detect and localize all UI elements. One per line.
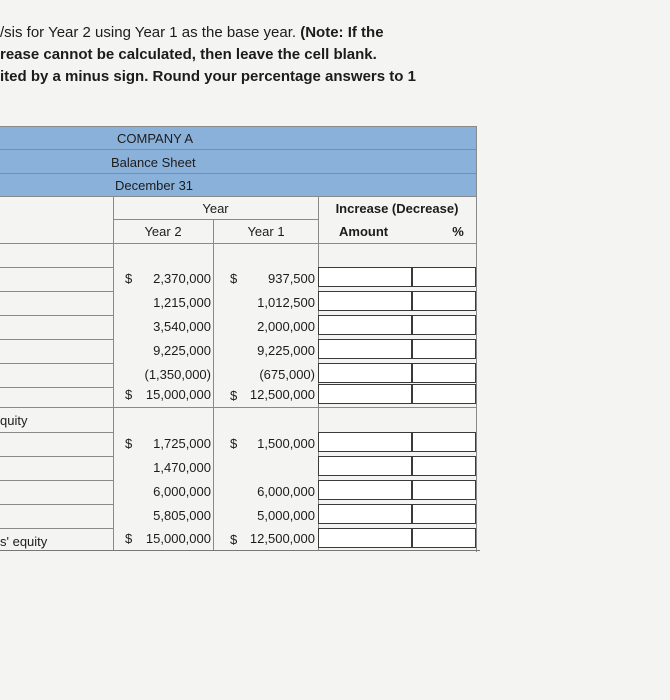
dollar-sign: $ (125, 271, 133, 286)
year2-total: 15,000,000 (145, 531, 211, 546)
year2-value: 5,805,000 (153, 508, 211, 523)
statement-title: Balance Sheet (111, 155, 196, 170)
amount-input[interactable] (318, 528, 412, 548)
amount-header: Amount (339, 224, 389, 239)
amount-input[interactable] (318, 504, 412, 524)
increase-decrease-header: Increase (Decrease) (335, 201, 459, 216)
year1-total: 12,500,000 (249, 387, 315, 402)
year2-value: 1,725,000 (153, 436, 211, 451)
percent-input[interactable] (412, 339, 476, 359)
year2-value: 3,540,000 (153, 319, 211, 334)
percent-input[interactable] (412, 315, 476, 335)
year1-value: (675,000) (259, 367, 315, 382)
percent-input[interactable] (412, 363, 476, 383)
dollar-sign: $ (125, 387, 133, 402)
amount-input[interactable] (318, 480, 412, 500)
percent-input[interactable] (412, 456, 476, 476)
percent-input[interactable] (412, 291, 476, 311)
equity-section-label: quity (0, 413, 28, 428)
dollar-sign: $ (230, 271, 238, 286)
instruction-line-3: ited by a minus sign. Round your percentage answers to 1 (0, 68, 416, 85)
percent-input[interactable] (412, 504, 476, 524)
year2-value: 2,370,000 (153, 271, 211, 286)
year1-value: 9,225,000 (257, 343, 315, 358)
dollar-sign: $ (230, 532, 238, 547)
percent-input[interactable] (412, 432, 476, 452)
amount-input[interactable] (318, 432, 412, 452)
year2-value: 1,215,000 (153, 295, 211, 310)
instruction-line-1 (0, 22, 384, 43)
year1-header: Year 1 (247, 224, 285, 239)
year2-value: 6,000,000 (153, 484, 211, 499)
instruction-note: (Note: If the (300, 24, 384, 41)
dollar-sign: $ (230, 388, 238, 403)
percent-input[interactable] (412, 480, 476, 500)
year1-value: 1,500,000 (257, 436, 315, 451)
header-band-date (0, 174, 476, 196)
amount-input[interactable] (318, 291, 412, 311)
percent-header: % (452, 224, 464, 239)
year2-value: 1,470,000 (153, 460, 211, 475)
percent-input[interactable] (412, 384, 476, 404)
dollar-sign: $ (230, 436, 238, 451)
dollar-sign: $ (125, 531, 133, 546)
year1-value: 6,000,000 (257, 484, 315, 499)
year-header: Year (202, 201, 229, 216)
total-equity-label: s' equity (0, 534, 48, 549)
amount-input[interactable] (318, 315, 412, 335)
year1-value: 937,500 (268, 271, 315, 286)
dollar-sign: $ (125, 436, 133, 451)
amount-input[interactable] (318, 363, 412, 383)
year1-total: 12,500,000 (249, 531, 315, 546)
amount-input[interactable] (318, 384, 412, 404)
year1-value: 2,000,000 (257, 319, 315, 334)
amount-input[interactable] (318, 339, 412, 359)
year2-header: Year 2 (144, 224, 182, 239)
balance-sheet-table (0, 126, 478, 552)
amount-input[interactable] (318, 267, 412, 287)
header-band-company (0, 126, 476, 149)
year2-value: 9,225,000 (153, 343, 211, 358)
company-name: COMPANY A (117, 131, 194, 146)
year1-value: 5,000,000 (257, 508, 315, 523)
instruction-line-2: rease cannot be calculated, then leave the cell blank. (0, 46, 377, 63)
header-band-title (0, 150, 476, 173)
statement-date: December 31 (115, 178, 194, 193)
percent-input[interactable] (412, 267, 476, 287)
instruction-text: /sis for Year 2 using Year 1 as the base year. (0, 24, 301, 41)
amount-input[interactable] (318, 456, 412, 476)
year1-value: 1,012,500 (257, 295, 315, 310)
year2-total: 15,000,000 (145, 387, 211, 402)
year2-value: (1,350,000) (144, 367, 211, 382)
percent-input[interactable] (412, 528, 476, 548)
table-bottom-border (0, 550, 480, 551)
